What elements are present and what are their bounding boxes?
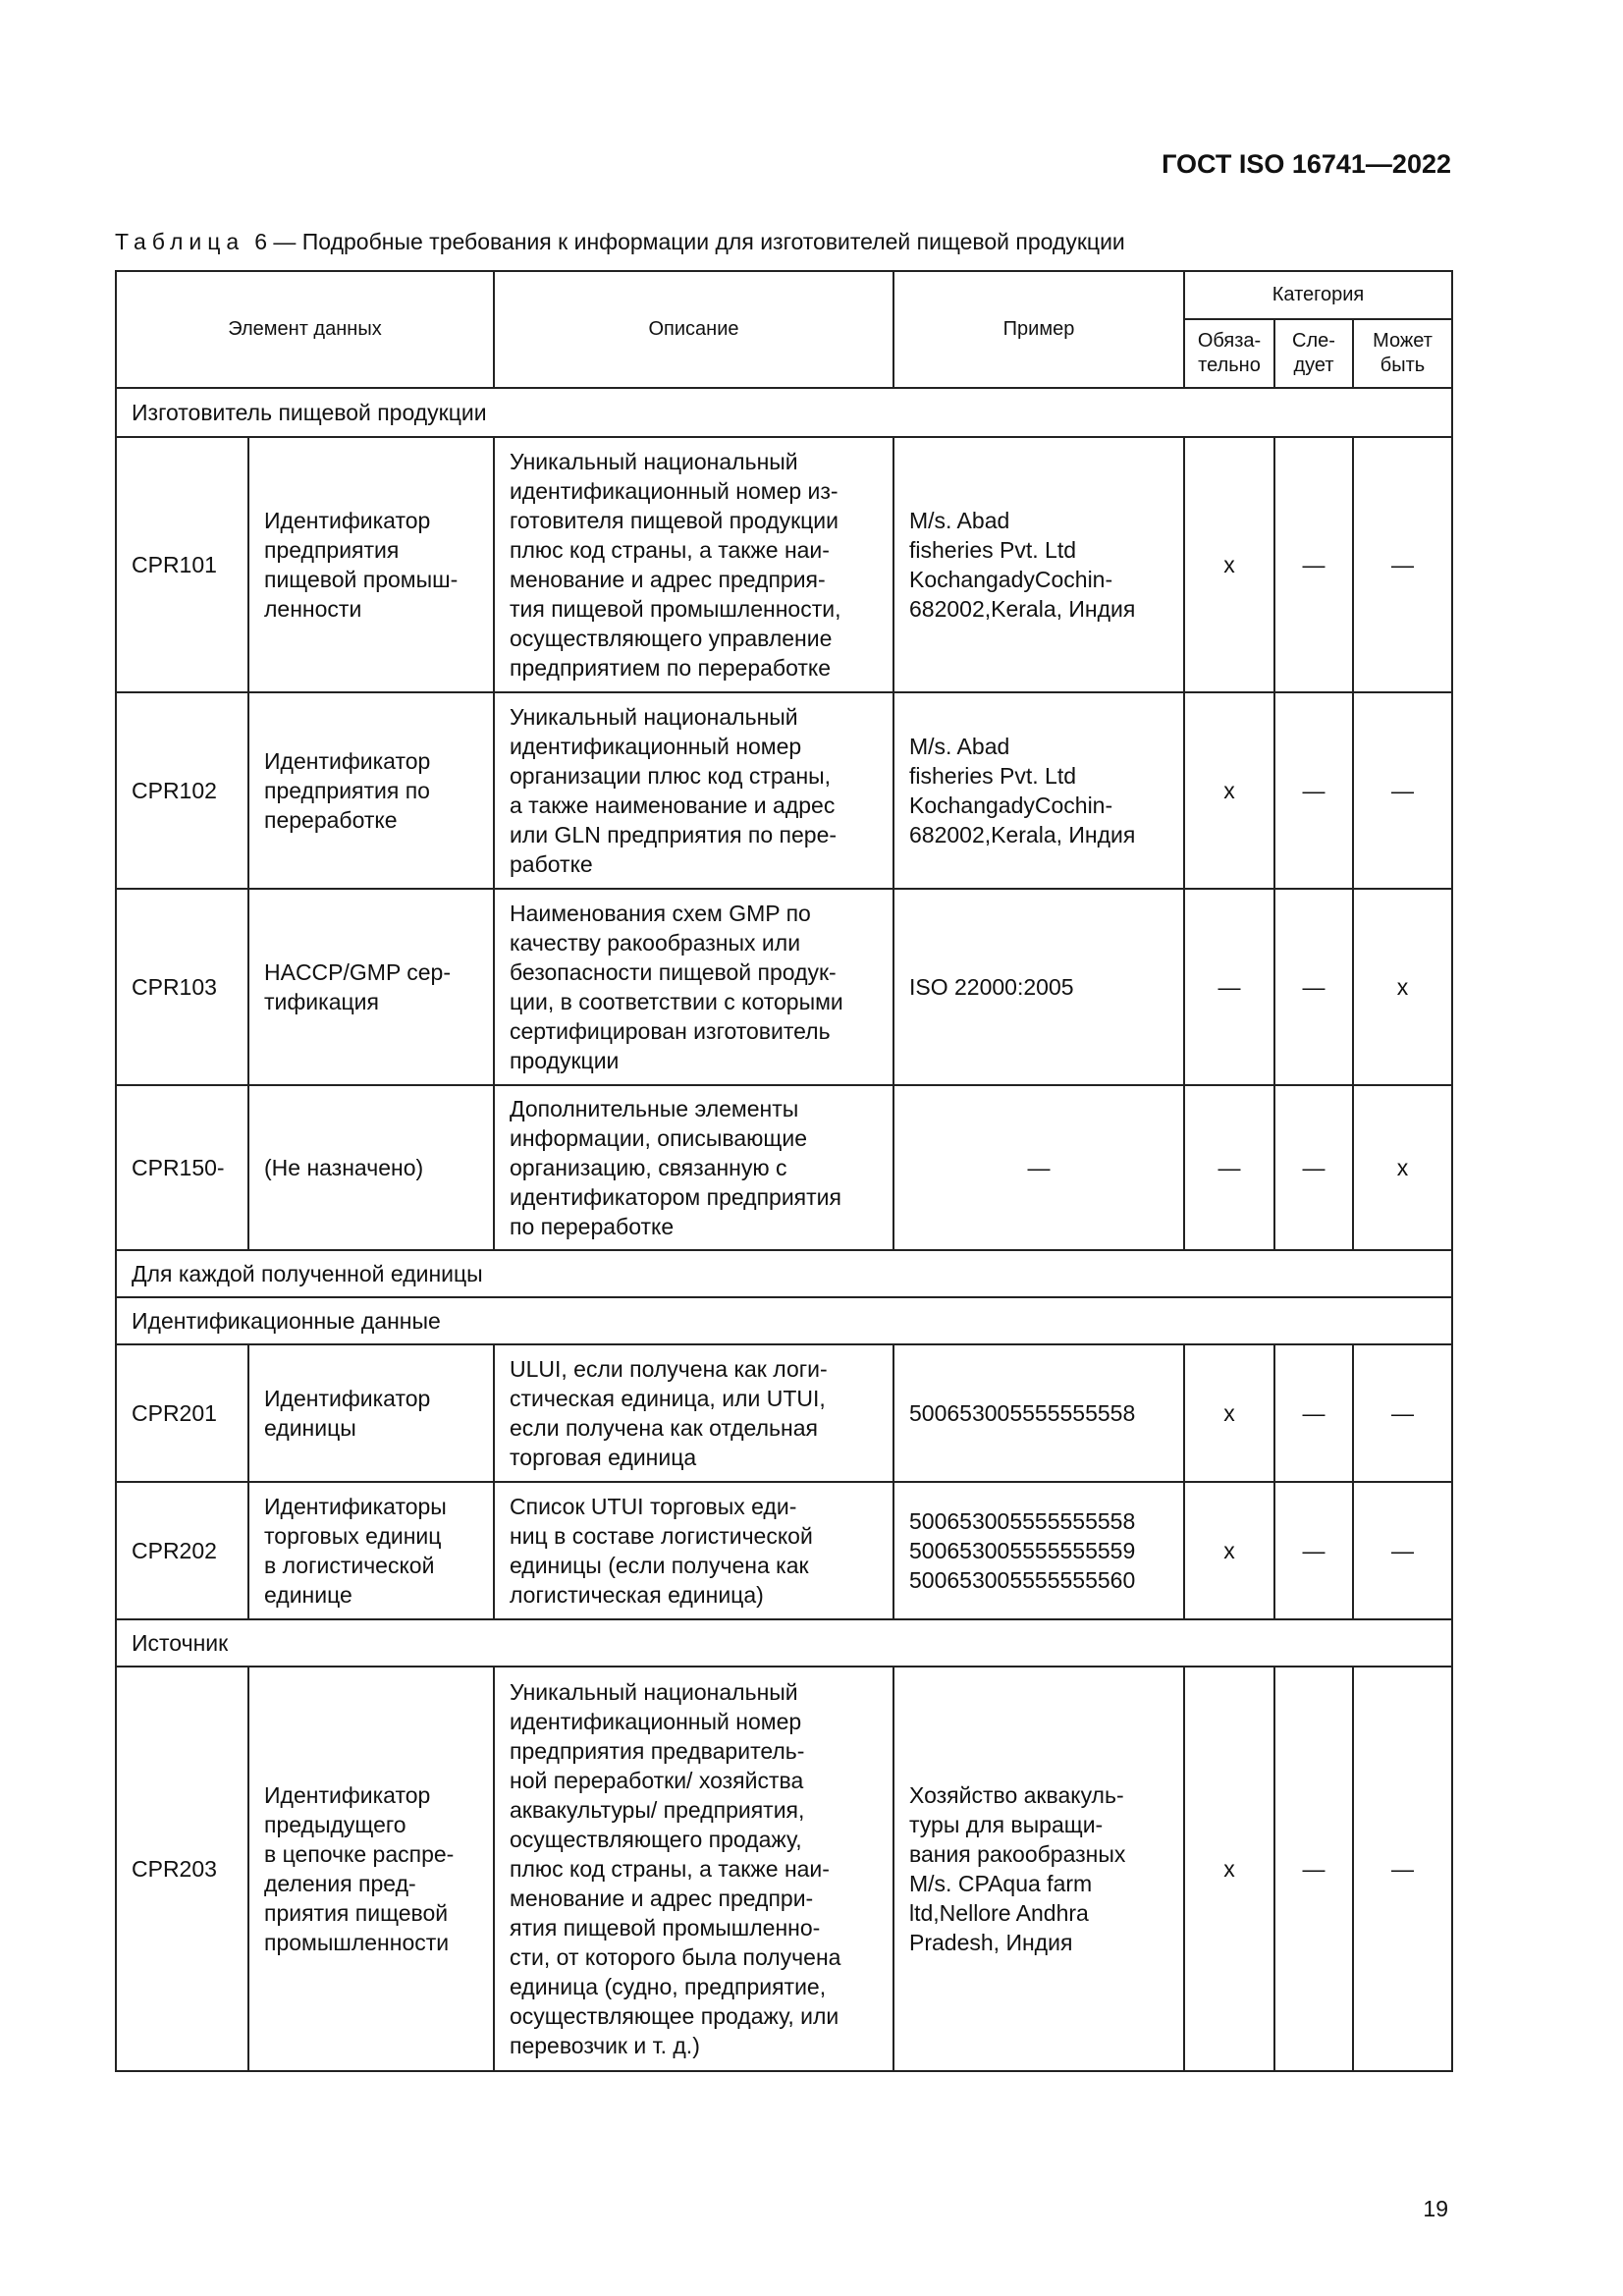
row-may: — [1353, 437, 1452, 692]
page-number: 19 [1423, 2196, 1448, 2221]
table-row [116, 889, 1452, 1085]
row-mandatory: x [1184, 1667, 1274, 2071]
header-should: Сле- дует [1274, 319, 1353, 388]
row-mandatory: — [1184, 889, 1274, 1085]
requirements-table [115, 270, 1453, 2072]
header-mandatory: Обяза- тельно [1184, 319, 1274, 388]
row-example: M/s. Abad fisheries Pvt. Ltd KochangadyCochin- 682002,Kerala, Индия [893, 437, 1184, 692]
row-example: M/s. Abad fisheries Pvt. Ltd KochangadyCochin- 682002,Kerala, Индия [893, 692, 1184, 889]
row-may: — [1353, 1344, 1452, 1482]
caption-text: 6 — Подробные требования к информации для изготовителей пищевой продукции [254, 229, 1125, 254]
header-may: Может быть [1353, 319, 1452, 388]
row-code: CPR102 [116, 692, 248, 889]
row-should: — [1274, 1482, 1353, 1619]
table-row [116, 437, 1452, 692]
row-mandatory: x [1184, 437, 1274, 692]
row-example: ISO 22000:2005 [893, 889, 1184, 1085]
section-row: Источник [116, 1619, 1452, 1667]
section-row: Для каждой полученной единицы [116, 1250, 1452, 1297]
header-description: Описание [494, 271, 893, 388]
row-description: Уникальный национальный идентификационный номер из- готовителя пищевой продукции плюс код страны, а также наи- менование и адрес предприя- тия пищевой промышленности, осуществляющего управление предприятием по переработке [494, 437, 893, 692]
row-mandatory: x [1184, 1482, 1274, 1619]
row-should: — [1274, 1085, 1353, 1250]
table-row [116, 1482, 1452, 1619]
header-element: Элемент данных [116, 271, 494, 388]
row-description: Список UTUI торговых еди- ниц в составе логистической единицы (если получена как логистическая единица) [494, 1482, 893, 1619]
row-example: 500653005555555558 [893, 1344, 1184, 1482]
row-code: CPR150- [116, 1085, 248, 1250]
row-may: x [1353, 1085, 1452, 1250]
document-code: ГОСТ ISO 16741—2022 [1162, 149, 1451, 179]
row-should: — [1274, 1667, 1353, 2071]
row-code: CPR103 [116, 889, 248, 1085]
row-example: Хозяйство аквакуль- туры для выращи- вания ракообразных M/s. CPAqua farm ltd,Nellore Andhra Pradesh, Индия [893, 1667, 1184, 2071]
row-example: — [893, 1085, 1184, 1250]
row-name: (Не назначено) [248, 1085, 494, 1250]
row-should: — [1274, 692, 1353, 889]
row-description: Наименования схем GMP по качеству ракообразных или безопасности пищевой продук- ции, в соответствии с которыми сертифицирован изготовитель продукции [494, 889, 893, 1085]
row-should: — [1274, 437, 1353, 692]
row-code: CPR201 [116, 1344, 248, 1482]
row-description: ULUI, если получена как логи- стическая единица, или UTUI, если получена как отдельная торговая единица [494, 1344, 893, 1482]
row-should: — [1274, 1344, 1353, 1482]
row-description: Дополнительные элементы информации, описывающие организацию, связанную с идентификатором предприятия по переработке [494, 1085, 893, 1250]
row-name: Идентификатор предприятия по переработке [248, 692, 494, 889]
caption-prefix: Таблица [115, 229, 245, 254]
table-row [116, 692, 1452, 889]
table-row [116, 1344, 1452, 1482]
row-code: CPR202 [116, 1482, 248, 1619]
row-mandatory: x [1184, 1344, 1274, 1482]
row-may: — [1353, 692, 1452, 889]
header-category: Категория [1184, 271, 1452, 319]
row-mandatory: — [1184, 1085, 1274, 1250]
row-name: Идентификатор предприятия пищевой промыш- ленности [248, 437, 494, 692]
row-name: Идентификатор единицы [248, 1344, 494, 1482]
table-row [116, 1085, 1452, 1250]
header-example: Пример [893, 271, 1184, 388]
row-may: x [1353, 889, 1452, 1085]
row-description: Уникальный национальный идентификационный номер организации плюс код страны, а также наименование и адрес или GLN предприятия по пере- работке [494, 692, 893, 889]
row-should: — [1274, 889, 1353, 1085]
row-name: HACCP/GMP сер- тификация [248, 889, 494, 1085]
row-mandatory: x [1184, 692, 1274, 889]
row-description: Уникальный национальный идентификационный номер предприятия предваритель- ной переработки/ хозяйства аквакультуры/ предприятия, осуществляющего продажу, плюс код страны, а также наи- менование и адрес предпри- ятия пищевой промышленно- сти, от которого была получена единица (судно, предприятие, осуществляющее продажу, или перевозчик и т. д.) [494, 1667, 893, 2071]
row-example: 500653005555555558 500653005555555559 500653005555555560 [893, 1482, 1184, 1619]
section-row: Изготовитель пищевой продукции [116, 388, 1452, 437]
row-may: — [1353, 1667, 1452, 2071]
row-name: Идентификатор предыдущего в цепочке распре- деления пред- приятия пищевой промышленности [248, 1667, 494, 2071]
row-code: CPR101 [116, 437, 248, 692]
table-caption [115, 229, 1125, 255]
row-code: CPR203 [116, 1667, 248, 2071]
table-row [116, 1667, 1452, 2071]
row-name: Идентификаторы торговых единиц в логистической единице [248, 1482, 494, 1619]
section-row: Идентификационные данные [116, 1297, 1452, 1344]
row-may: — [1353, 1482, 1452, 1619]
